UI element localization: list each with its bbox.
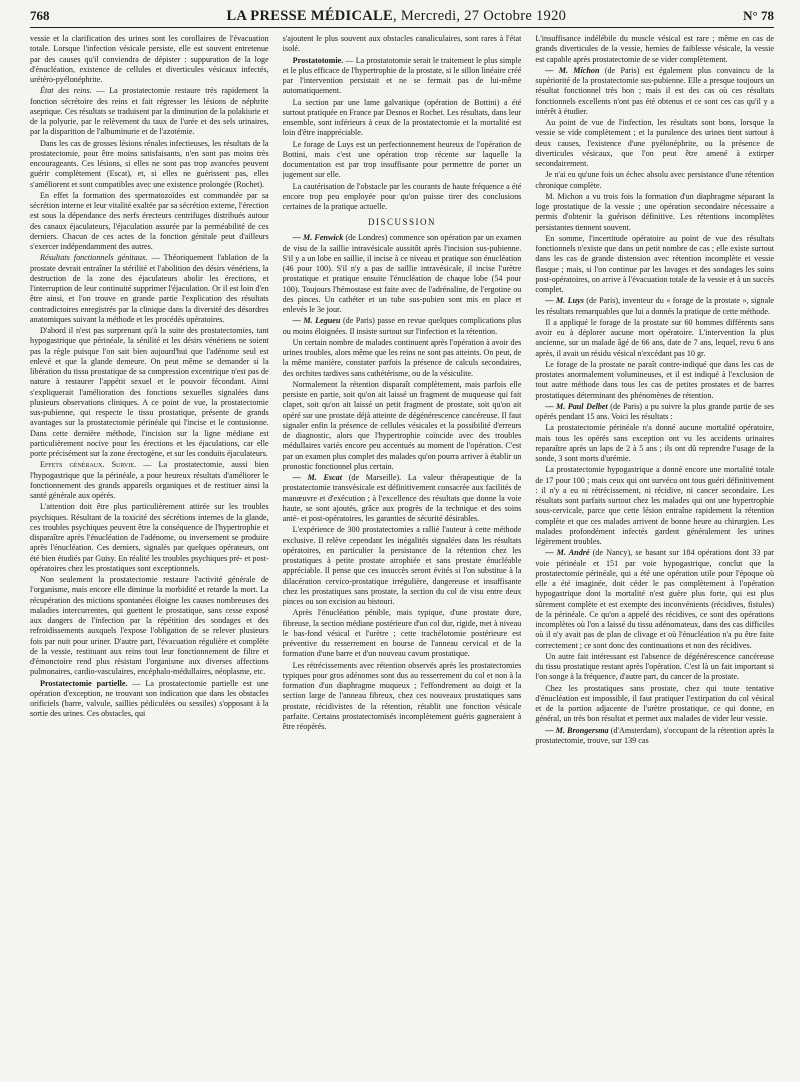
- article-columns: [30, 34, 774, 1074]
- paragraph: [535, 118, 774, 169]
- paragraph-text: (de Londres) commence son opération par un examen de visu de la saillie intravésicale aussitôt après l'incision sus-pubienne. S'il y a un lobe en saillie, il incise à ce niveau et pratique son énucléation (46 pour 100). S'il n'y a pas de saillie intravésicale, il incise l'urètre prostatique et pratique ensuite l'énucléation de chaque lobe (54 pour 100). Toujours l'hémostase est faite avec de l'adrénaline, de l'ergotine ou des pinces. Un cathéter et un tube sus-pubien sont mis en place et enlevés le 3e jour.: [282, 233, 522, 314]
- paragraph: [30, 86, 269, 137]
- paragraph: [283, 380, 522, 472]
- speaker-name: — M. Legueu: [292, 316, 341, 326]
- paragraph: [283, 338, 522, 379]
- paragraph-text: Après l'énucléation pénible, mais typique, d'une prostate dure, fibreuse, la section médiane postérieure d'un col dur, rigide, met à niveau le bas-fond vésical et l'urètre ; cette trachélotomie postérieure est préventive du resserrement en bourse de l'anneau cervical et de la formation d'une barre et d'un nouveau cavum prostatique.: [282, 608, 522, 659]
- paragraph-text: Le forage de Luys est un perfectionnement heureux de l'opération de Bottini, mais c'est une opération trop récente sur laquelle la documentation est par trop insuffisante pour permettre de porter un jugement sur elle.: [282, 139, 522, 180]
- subsection-title: Prostatotomie.: [292, 55, 344, 65]
- paragraph: [535, 684, 774, 725]
- paragraph: [535, 234, 774, 296]
- paragraph-text: (d'Amsterdam), s'occupant de la rétention après la prostatectomie, trouve, sur 139 cas: [535, 725, 774, 745]
- paragraph: [535, 360, 774, 401]
- paragraph: [30, 191, 269, 253]
- paragraph-text: Normalement la rétention disparaît complètement, mais parfois elle persiste en partie, soit qu'on ait laissé un fragment de muqueuse qui fait clapet, soit qu'on ait laissé un petit fragment de prostate, soit qu'on ait opéré sur une prostate déjà atteinte de dégénérescence cancéreuse. Il faut signaler enfin la présence de cellules vésicales et la possibilité d'erreurs de diagnostic, alors que l'hypertrophie coïncide avec des troubles médullaires variés encore peu accentués au moment de l'opération. C'est par un examen plus complet des malades qu'on pourra arriver à établir un pronostic fonctionnel plus certain.: [282, 379, 522, 471]
- paragraph: [30, 460, 269, 501]
- page-header: [30, 8, 774, 28]
- paragraph: [283, 608, 522, 659]
- paragraph: [30, 34, 269, 85]
- paragraph-text: (de Marseille). La valeur thérapeutique de la prostatectomie transvésicale est définitivement consacrée aux facilités de manœuvre et d'exécution ; à l'excellence des résultats que donne la voie haute, se sont ajoutés, grâce aux progrès de la technique et des soins anté- et post-opératoires, les garanties de sécurité désirables.: [282, 473, 522, 523]
- paragraph: [535, 296, 774, 317]
- column-1: [30, 34, 269, 1074]
- paragraph-text: En effet la formation des spermatozoïdes est commandée par sa sécrétion interne et leur vitalité exaltée par sa sécrétion externe, l'érection est sous la dépendance des nerfs érecteurs centrifuges distribués autour des canaux éjaculateurs, l'éjaculation assurée par la perméabilité de ces derniers. Chacun de ces actes de la fonction génitale peut d'ailleurs s'exercer indépendamment des autres.: [30, 190, 269, 251]
- paragraph-text: Dans les cas de grosses lésions rénales infectieuses, les résultats de la prostatectomie, pour être moins satisfaisants, n'en sont pas moins très encourageants. Ces lésions, si elles ne sont pas trop avancées peuvent guérir complètement (Escat), et, si elles ne guérissent pas, elles s'améliorent et sont compatibles avec une existence prolongée (Rochet).: [30, 138, 269, 189]
- paragraph-text: Un autre fait intéressant est l'absence de dégénérescence cancéreuse du tissu prostatique restant après l'opération. C'est là un fait important si l'on songe à la fréquence, d'autre part, du cancer de la prostate.: [535, 651, 774, 682]
- column-2: [283, 34, 522, 1074]
- paragraph: [30, 575, 269, 678]
- paragraph-text: D'abord il n'est pas surprenant qu'à la suite des prostatectomies, tant hypogastrique que périnéale, la sénilité et les désirs vénériens ne soient pas la règle puisque l'on sait bien aujourd'hui que l'adénome seul est enlevé et que la glande demeure. On peut même se demander si la libération du tissu prostatique de sa compression excentrique n'est pas de nature à restaurer l'appétit sexuel et le pouvoir fécondant. Ainsi s'expliquerait l'amélioration des fonctions sexuelles signalées dans plusieurs observations cliniques. A ce point de vue, la prostatectomie sus-pubienne, qui respecte le tissu prostatique, présente de grands avantages sur la prostatectomie périnéale qui l'incise et le contusionne. Dans cette dernière méthode, l'incision sur la ligne médiane est particulièrement nocive pour les érections et les éjaculations, car elle porte précisément sur la zone érectogène, et sur les conduits éjaculateurs.: [30, 326, 269, 458]
- paragraph-text: M. Michon a vu trois fois la formation d'un diaphragme séparant la loge prostatique de la vessie ; une opération secondaire nécessaire a permis d'obtenir la guérison définitive. Les rétentions incomplètes persistantes tiennent souvent.: [535, 191, 774, 232]
- paragraph: [535, 402, 774, 423]
- paragraph-text: Le forage de la prostate ne paraît contre-indiqué que dans les cas de prostates anormalement volumineuses, et il est indiqué à l'exclusion de tout autre méthode dans tous les cas de petites prostates et de barres prostatiques déterminant des phénomènes de rétention.: [535, 359, 774, 400]
- paragraph-text: Je n'ai eu qu'une fois un échec absolu avec persistance d'une rétention chronique complète.: [535, 170, 774, 190]
- paragraph-text: s'ajoutent le plus souvent aux obstacles canaliculaires, sont rares à l'état isolé.: [282, 34, 522, 54]
- paragraph-text: (de Paris) est également plus convaincu de la supériorité de la prostatectomie sus-pubienne. Elle a presque toujours un résultat fonctionnel très bon ; mais il est des cas où ces résultats fonctionnels excellents n'ont pas été obtenus et ce sont ces cas qu'il y a intérêt à étudier.: [535, 65, 774, 116]
- paragraph: [30, 139, 269, 190]
- paragraph-text: — La prostatectomie partielle est une opération d'exception, ne trouvant son indication que dans les obstacles orificiels (barre, valvule, saillies pédiculées ou sessiles) s'opposant à la sortie des urines. Ces obstacles, qui: [30, 678, 269, 719]
- paragraph-text: (de Paris), inventeur du « forage de la prostate », signale les résultats remarquables que lui a donnés la pratique de cette méthode.: [535, 296, 774, 316]
- paragraph: [283, 473, 522, 524]
- paragraph-text: Un certain nombre de malades continuent après l'opération à avoir des urines troubles, alors même que les reins ne sont pas atteints. On peut, de la même manière, constater parfois la présence de calculs secondaires, des orchites tardives sans cathétérisme, ou de la vésiculite.: [282, 337, 522, 378]
- paragraph-text: L'attention doit être plus particulièrement attirée sur les troubles psychiques. Résultant de la toxicité des sécrétions internes de la glande, ces troubles psychiques peuvent être la conséquence de l'hypertrophie et disparaître après l'énucléation de l'adénome, ou inversement se produire après l'énucléation. Ces derniers, signalés par quelques opérateurs, ont été bien étudiés par Guisy. En réalité les troubles psychiques pré- et post-opératoires chez les prostatiques sont exceptionnels.: [30, 502, 269, 573]
- paragraph-text: — La prostatectomie restaure très rapidement la fonction sécrétoire des reins et fait régresser les lésions de néphrite aseptique. Ces résultats se traduisent par la diminution de la polakiurie et de la polyurie, par le relèvement du taux de l'urée et des sels urinaires, par la disparition de l'albuminurie et de l'azotémie.: [30, 86, 269, 137]
- paragraph: [283, 233, 522, 315]
- column-3: [535, 34, 774, 1074]
- paragraph-text: La prostatectomie périnéale n'a donné aucune mortalité opératoire, mais tous les opérés sans exception ont vu les accidents urinaires reparaître après un laps de 2 à 5 ans ; ils ont dû reprendre l'usage de la sonde, 3 sont morts d'urémie.: [535, 423, 774, 463]
- journal-masthead: LA PRESSE MÉDICALE, Mercredi, 27 Octobre 1920: [226, 8, 567, 24]
- paragraph-text: L'expérience de 300 prostatectomies a rallié l'auteur à cette méthode exclusive. Il relève cependant les inégalités signalées dans les résultats opératoires, en particulier la persistance de la rétention chez les prostatiques à petite prostate atrophiée et sans prostate énucléable appréciable. Il pense que ces insuccès seront évités si l'on substitue à la dilacération cervico-prostatique irrégulière, dangereuse et insuffisante chez les prostatiques sans prostate, la section du col de visu entre deux pinces ou son excision au bistouri.: [282, 525, 522, 606]
- paragraph-text: L'insuffisance indélébile du muscle vésical est rare ; même en cas de grands diverticules de la vessie, hernies de faiblesse vésicale, la vessie est capable après prostatectomie de se vider complètement.: [535, 34, 774, 64]
- paragraph-lead: État des reins.: [40, 86, 92, 96]
- paragraph-text: La section par une lame galvanique (opération de Bottini) a été surtout pratiquée en France par Desnos et Rochet. Les résultats, dans leur ensemble, sont inférieurs à ceux de la prostatectomie et la mortalité est loin d'être inappréciable.: [282, 97, 522, 138]
- paragraph: [535, 318, 774, 359]
- paragraph-text: Chez les prostatiques sans prostate, chez qui toute tentative d'énucléation est impossible, il faut pratiquer l'extirpation du col vésical et de la portion adjacente de l'urètre prostatique, ce qui donne, en général, un très bon résultat et permet aux malades de vider leur vessie.: [535, 683, 774, 724]
- paragraph: [283, 525, 522, 607]
- paragraph-lead: Effets généraux. Survie.: [40, 460, 137, 470]
- speaker-name: — M. Luys: [545, 296, 584, 306]
- paragraph: [283, 56, 522, 97]
- paragraph-text: — La prostatectomie, aussi bien l'hypogastrique que la périnéale, a pour heureux résultats d'améliorer le fonctionnement des grands appareils organiques et de restituer ainsi la santé générale aux opérés.: [30, 460, 269, 500]
- speaker-name: — M. Brongersma: [545, 725, 609, 735]
- paragraph: [283, 98, 522, 139]
- paragraph-text: Les rétrécissements avec rétention observés après les prostatectomies typiques pour gros adénomes sont dus au resserrement du col et non à la formation d'un diaphragme muqueux ; l'effondrement au doigt et la section large de l'anneau fibreux, chez ces nouveaux prostatiques sans prostate, récidivistes de la rétention, rétablit une fonction vésicale parfaite. Certains prostatectomisés incomplètement guéris gagneraient à être réopérés.: [282, 660, 522, 731]
- paragraph: [535, 726, 774, 747]
- paragraph-text: — La prostatotomie serait le traitement le plus simple et le plus efficace de l'hypertrophie de la prostate, si le sillon linéaire créé par l'intervention persistait et ne se fermait pas de lui-même automatiquement.: [282, 55, 522, 96]
- paragraph-text: Non seulement la prostatectomie restaure l'activité générale de l'organisme, mais encore elle diminue la morbidité et retarde la mort. La récupération des mictions spontanées éloigne les causes nombreuses des maladies intercurrentes, qui guettent le prostatique, sans cesse exposé aux dangers de l'infection par la répétition des sondages et des refroidissements auxquels l'expose l'obligation de se relever plusieurs fois par nuit pour uriner. D'autre part, l'évacuation régulière et complète de la vessie, restituant aux reins tout leur fonctionnement de filtre et d'émonctoire rend plus résistant l'organisme aux diverses affections pulmonaires, cardio-vasculaires, encéphalo-médullaires, néoplasme, etc.: [30, 575, 269, 677]
- paragraph-text: En somme, l'incertitude opératoire au point de vue des résultats fonctionnels n'existe que dans un petit nombre de cas ; elle existe surtout dans les cas de grande distension avec rétention incomplète et vessie flasque ; mais, si l'on continue par les lavages et des sondages les soins post-opératoires, on arrive à l'évacuation totale de la vessie et à un succès complet.: [535, 233, 774, 294]
- paragraph: [535, 652, 774, 683]
- paragraph: [283, 140, 522, 181]
- paragraph: [283, 182, 522, 213]
- paragraph: [30, 679, 269, 720]
- paragraph-text: — Théoriquement l'ablation de la prostate devrait entraîner la stérilité et l'abolition des désirs vénériens, la destruction de la zone des éjaculateurs abolir les érections, et l'interruption de leur continuité supprimer l'éjaculation. Or il est loin d'en être ainsi, et l'on trouve en grande partie l'explication des résultats contradictoires enregistrés par la clinique dans la diversité des désordres anatomiques suivant la méthode et les procédés opératoires.: [30, 253, 269, 324]
- speaker-name: — M. André: [545, 548, 590, 558]
- page-number: 768: [30, 8, 50, 23]
- paragraph: [535, 66, 774, 117]
- paragraph: [535, 170, 774, 191]
- paragraph-text: La cautérisation de l'obstacle par les courants de haute fréquence a été encore trop peu employée pour qu'on puisse tirer des conclusions certaines de la pratique actuelle.: [282, 181, 522, 211]
- issue-number: N° 78: [743, 8, 774, 23]
- speaker-name: — M. Michon: [545, 65, 600, 75]
- paragraph-text: (de Paris) passe en revue quelques complications plus ou moins éloignées. Il insiste surtout sur l'infection et la rétention.: [282, 316, 522, 336]
- paragraph: [535, 548, 774, 651]
- paragraph: [283, 316, 522, 337]
- speaker-name: — M. Paul Delbet: [545, 401, 608, 411]
- speaker-name: — M. Escat: [292, 473, 342, 482]
- paragraph: [30, 326, 269, 459]
- paragraph: [535, 423, 774, 464]
- journal-title: LA PRESSE MÉDICALE: [226, 8, 393, 24]
- paragraph: [283, 34, 522, 55]
- paragraph: [30, 502, 269, 574]
- paragraph: [283, 661, 522, 733]
- paragraph: [535, 34, 774, 65]
- paragraph-text: Au point de vue de l'infection, les résultats sont bons, lorsque la vessie se vide complètement ; et la purulence des urines tient surtout à deux causes, l'existence d'une pyélonéphrite, ou la présence de diverticules vésicaux, que l'on peut être amené à extirper secondairement.: [535, 118, 774, 168]
- paragraph-text: (de Nancy), se basant sur 184 opérations dont 33 par voie périnéale et 151 par voie hypogastrique, conclut que la prostatectomie périnéale, qui a été une opération utile pour l'époque où elle a été imaginée, doit céder le pas complètement à l'opération hypogastrique dont la mortalité n'est guère plus forte, qui est plus sûrement complète et est exempte des inconvénients (récidives, fistules) de la périnéale. Ce qu'on a appelé des récidives, ce sont des opérations incomplètes où l'on a laissé du tissu adénomateux, dans des cas difficiles où il n'y avait pas de plan de clivage et où l'énucléation n'a pu être faite correctement ; ce sont donc des continuations et non des récidives.: [535, 548, 774, 650]
- speaker-name: — M. Fenwick: [292, 233, 344, 243]
- paragraph-lead: Résultats fonctionnels génitaux.: [40, 253, 148, 263]
- paragraph-text: Il a appliqué le forage de la prostate sur 60 hommes différents sans avoir eu à déplorer aucune mort opératoire. L'intervention la plus ancienne, sur un malade âgé de 66 ans, date de 7 ans, lequel, revu 6 ans après, il avait un résidu vésical n'excédant pas 10 gr.: [535, 317, 774, 358]
- issue-date: Mercredi, 27 Octobre 1920: [400, 8, 567, 24]
- paragraph-text: (de Paris) a pu suivre la plus grande partie de ses opérés pendant 15 ans. Voici les résultats :: [535, 401, 774, 421]
- paragraph-text: vessie et la clarification des urines sont les corollaires de l'évacuation totale. Lorsque l'infection vésicale persiste, elle est souvent entretenue par des causes qu'il conviendra de dépister : suppuration de la loge d'énucléation, existence de cellules et diverticules vésicaux infectés, urétéro-pyélonéphrite.: [30, 34, 269, 84]
- paragraph-text: La prostatectomie hypogastrique a donné encore une mortalité totale de 17 pour 100 ; mais ceux qui ont survécu ont tous guéri définitivement : il n'y a eu ni rétrécissement, ni récidive, ni cancer secondaire. Les résultats sont parfaits surtout chez les malades qui ont une hypertrophie sous-cervicale, parce que cette lésion entraîne rapidement la rétention complète et que ces malades arrivent de bonne heure au chirurgien. Les malades profondément infectés gardent généralement les urines légèrement troubles.: [535, 465, 774, 546]
- subsection-title: Prostatectomie partielle.: [40, 678, 128, 688]
- paragraph: [535, 465, 774, 547]
- section-heading: DISCUSSION: [368, 217, 437, 228]
- paragraph: [535, 192, 774, 233]
- paragraph: [30, 253, 269, 325]
